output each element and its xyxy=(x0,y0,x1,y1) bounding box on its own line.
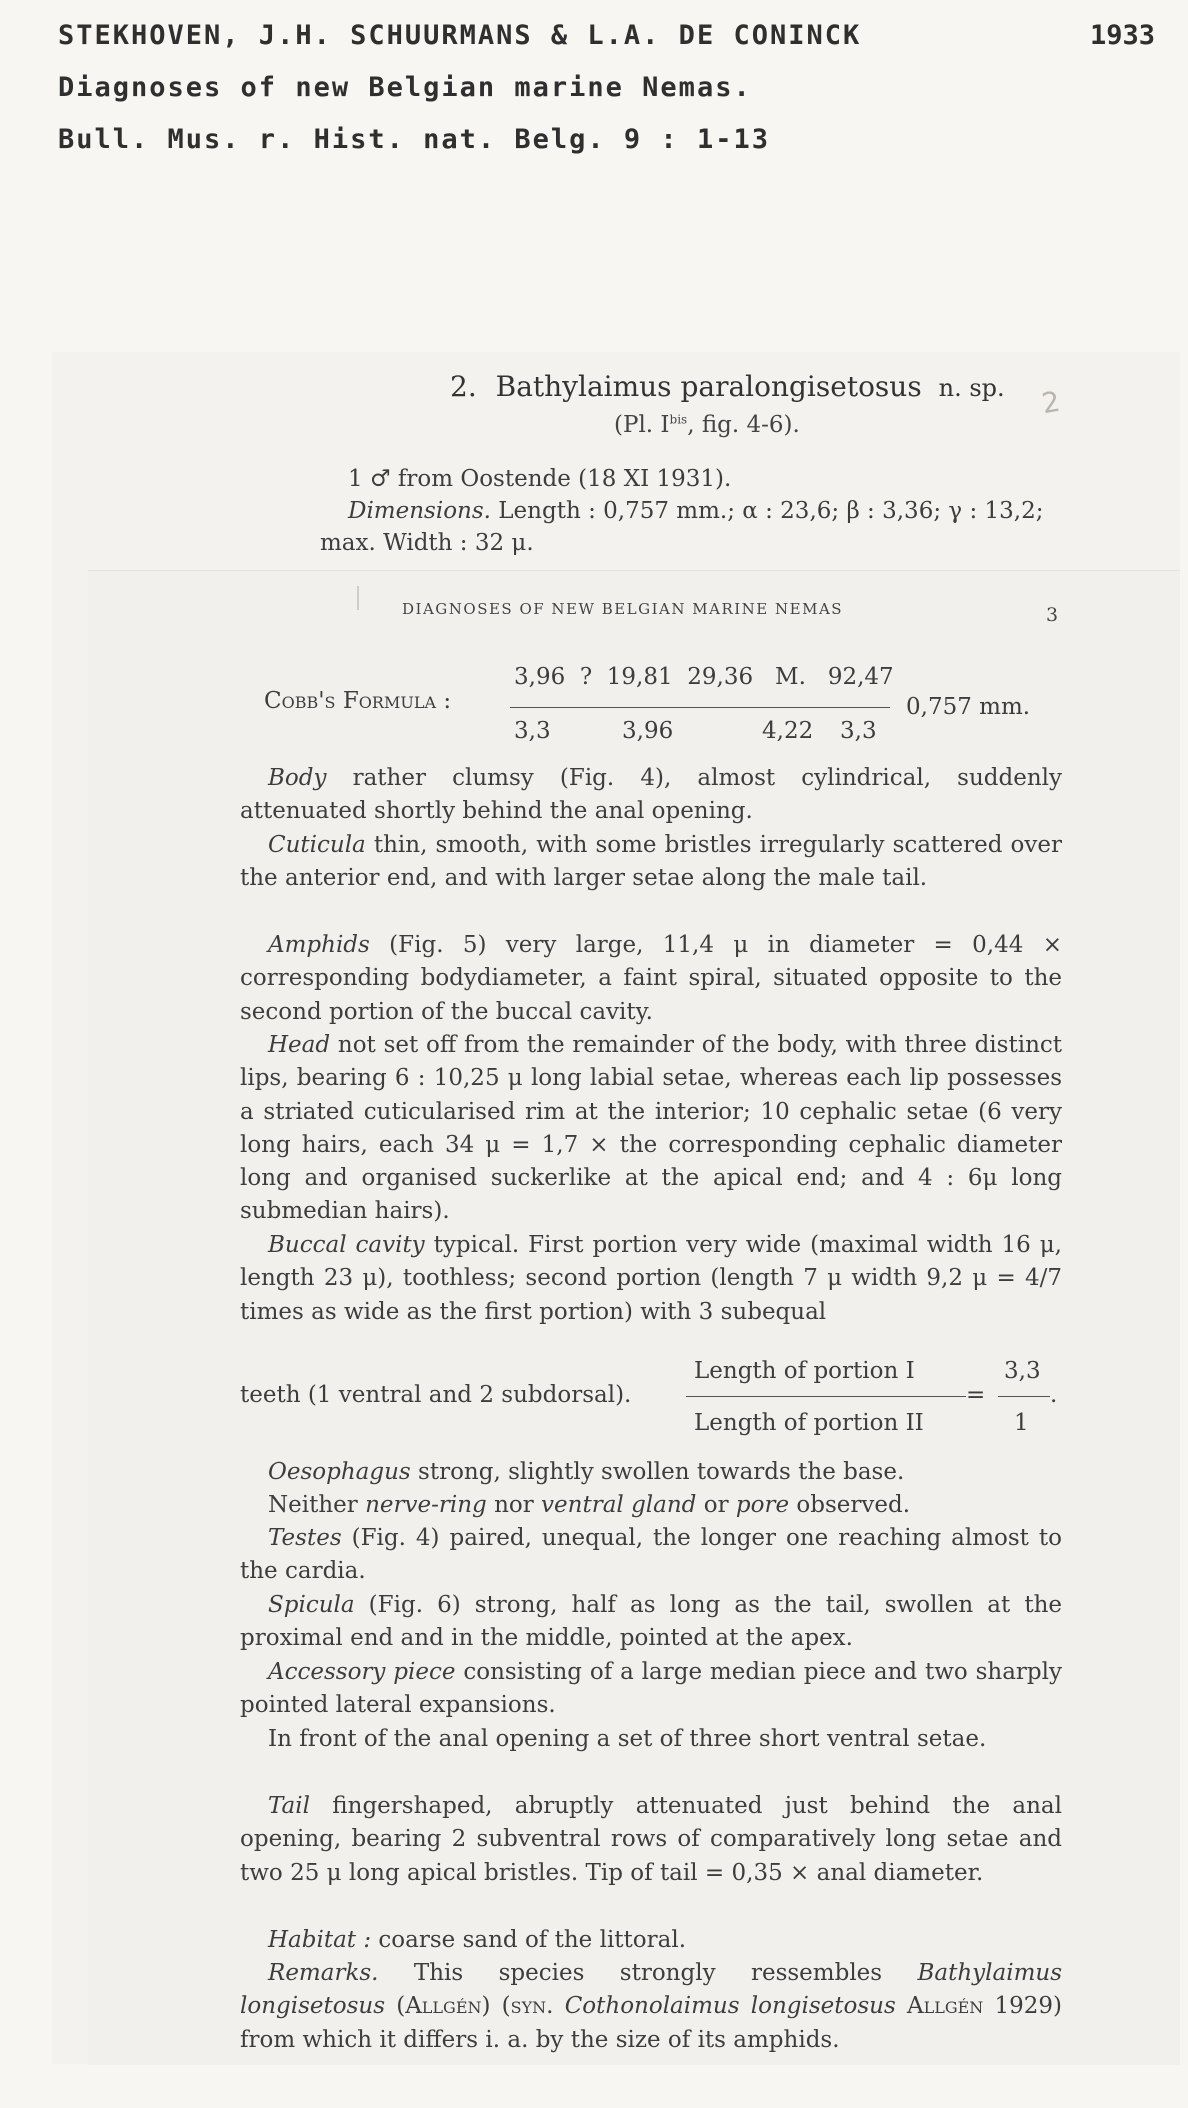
cobb-den-4: 3,3 xyxy=(840,718,877,744)
header-authors: STEKHOVEN, J.H. SCHUURMANS & L.A. DE CONINCK xyxy=(58,20,862,51)
para-spicula: Spicula (Fig. 6) strong, half as long as the tail, swollen at the proximal end and in the middle, pointed at the apex. xyxy=(240,1592,1062,1652)
species-title xyxy=(450,370,1005,403)
header-title: Diagnoses of new Belgian marine Nemas. xyxy=(58,72,752,103)
cobb-den-1: 3,3 xyxy=(514,718,551,744)
dimensions-cont: max. Width : 32 μ. xyxy=(320,530,534,556)
dimensions-line: Dimensions. Length : 0,757 mm.; α : 23,6; β : 3,36; γ : 13,2; xyxy=(348,498,1044,524)
para-accessory: Accessory piece consisting of a large median piece and two sharply pointed lateral expansions. xyxy=(240,1659,1063,1719)
ratio-end: . xyxy=(1050,1382,1058,1408)
species-name: Bathylaimus paralongisetosus xyxy=(495,370,922,403)
para-remarks: Remarks. This species strongly ressembles Bathylaimus longisetosus (Allgén) (syn. Cothonolaimus longisetosus Allgén 1929) from which it differs i. a. by the size of its amphids. xyxy=(240,1960,1062,2053)
para-amphids: Amphids (Fig. 5) very large, 11,4 μ in diameter = 0,44 × corresponding bodydiameter, a faint spiral, situated opposite to the second portion of the buccal cavity. xyxy=(240,932,1062,1025)
running-head: DIAGNOSES OF NEW BELGIAN MARINE NEMAS xyxy=(402,600,844,618)
para-oesophagus: Oesophagus strong, slightly swollen towards the base. xyxy=(268,1459,905,1485)
para-head: Head not set off from the remainder of the body, with three distinct lips, bearing 6 : 10,25 μ long labial setae, whereas each lip possesses a striated cuticularised rim at the interior; 10 cephalic setae (6 very long hairs, each 34 μ = 1,7 × the corresponding cephalic diameter long and organised suckerlike at the apical end; and 4 : 6μ long submedian hairs). xyxy=(240,1032,1062,1225)
ratio-value-den: 1 xyxy=(1014,1410,1029,1436)
para-neither: Neither nerve-ring nor ventral gland or pore observed. xyxy=(268,1492,911,1518)
header-citation: Bull. Mus. r. Hist. nat. Belg. 9 : 1-13 xyxy=(58,124,770,155)
species-status: n. sp. xyxy=(938,374,1005,402)
material-line: 1 ♂ from Oostende (18 XI 1931). xyxy=(348,466,732,492)
para-habitat: Habitat : coarse sand of the littoral. xyxy=(268,1927,687,1953)
para-tail: Tail fingershaped, abruptly attenuated just behind the anal opening, bearing 2 subventral rows of comparatively long setae and two 25 μ long apical bristles. Tip of tail = 0,35 × anal diameter. xyxy=(240,1793,1062,1886)
species-number: 2. xyxy=(450,370,477,403)
cobb-numerator: 3,96 ? 19,81 29,36 M. 92,47 xyxy=(514,664,894,690)
ratio-fraction-line xyxy=(686,1396,966,1397)
cobb-label: Cobb's Formula : xyxy=(264,688,452,714)
ratio-numerator: Length of portion I xyxy=(694,1358,915,1384)
ratio-denominator: Length of portion II xyxy=(694,1410,924,1436)
cobb-den-3: 4,22 xyxy=(762,718,814,744)
ratio-equals: = xyxy=(966,1382,986,1408)
para-buccal: Buccal cavity typical. First portion very wide (maximal width 16 μ, length 23 μ), toothless; second portion (length 7 μ width 9,2 μ = 4/7 times as wide as the first portion) with 3 subequal xyxy=(240,1232,1062,1325)
ratio-value-num: 3,3 xyxy=(1004,1358,1041,1384)
cobb-fraction-line xyxy=(510,707,890,708)
page-number: 3 xyxy=(1046,604,1059,626)
cobb-den-2: 3,96 xyxy=(622,718,674,744)
para-body: Body rather clumsy (Fig. 4), almost cylindrical, suddenly attenuated shortly behind the anal opening. xyxy=(240,765,1062,825)
clipping-edge-mark xyxy=(357,586,359,610)
ratio-value-line xyxy=(998,1396,1050,1397)
para-testes: Testes (Fig. 4) paired, unequal, the longer one reaching almost to the cardia. xyxy=(240,1525,1062,1585)
pencil-note: 2 xyxy=(1039,384,1063,421)
header-year: 1933 xyxy=(1090,20,1156,51)
plate-reference: (Pl. $I^{bis}$, fig. 4-6). xyxy=(614,412,800,438)
para-anal-setae: In front of the anal opening a set of three short ventral setae. xyxy=(268,1726,987,1752)
para-cuticula: Cuticula thin, smooth, with some bristles irregularly scattered over the anterior end, and with larger setae along the male tail. xyxy=(240,832,1062,892)
teeth-line: teeth (1 ventral and 2 subdorsal). xyxy=(240,1382,632,1408)
cobb-total: 0,757 mm. xyxy=(906,694,1031,720)
